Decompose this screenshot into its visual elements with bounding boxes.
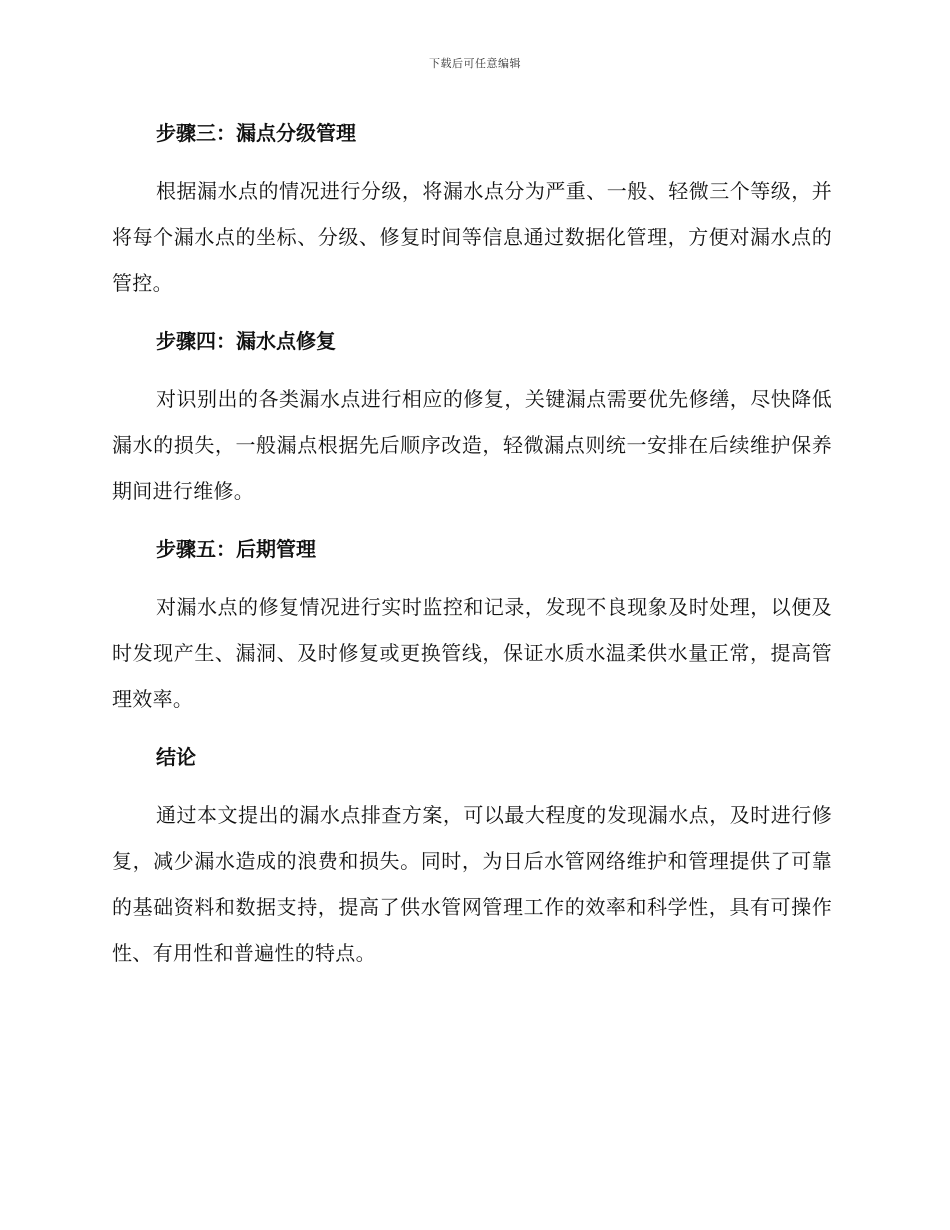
- section-heading-conclusion: 结论: [156, 745, 196, 769]
- section-paragraph-conclusion: 通过本文提出的漏水点排查方案，可以最大程度的发现漏水点，及时进行修复，减少漏水造成的浪费和损失。同时，为日后水管网络维护和管理提供了可靠的基础资料和数据支持，提高了供水管网管理工作的效率和科学性，具有可操作性、有用性和普遍性的特点。: [112, 803, 832, 965]
- section-paragraph-step-5: 对漏水点的修复情况进行实时监控和记录，发现不良现象及时处理，以便及时发现产生、漏洞、及时修复或更换管线，保证水质水温柔供水量正常，提高管理效率。: [112, 595, 832, 711]
- document-body: [112, 110, 832, 988]
- section-heading-step-5: 步骤五：后期管理: [156, 537, 316, 561]
- section-paragraph-step-4: 对识别出的各类漏水点进行相应的修复，关键漏点需要优先修缮，尽快降低漏水的损失，一般漏点根据先后顺序改造，轻微漏点则统一安排在后续维护保养期间进行维修。: [112, 387, 832, 503]
- section-paragraph-step-3: 根据漏水点的情况进行分级，将漏水点分为严重、一般、轻微三个等级，并将每个漏水点的坐标、分级、修复时间等信息通过数据化管理，方便对漏水点的管控。: [112, 179, 832, 295]
- page-header-note: 下载后可任意编辑: [429, 57, 521, 70]
- section-heading-step-4: 步骤四：漏水点修复: [156, 329, 336, 353]
- section-heading-step-3: 步骤三：漏点分级管理: [156, 121, 356, 145]
